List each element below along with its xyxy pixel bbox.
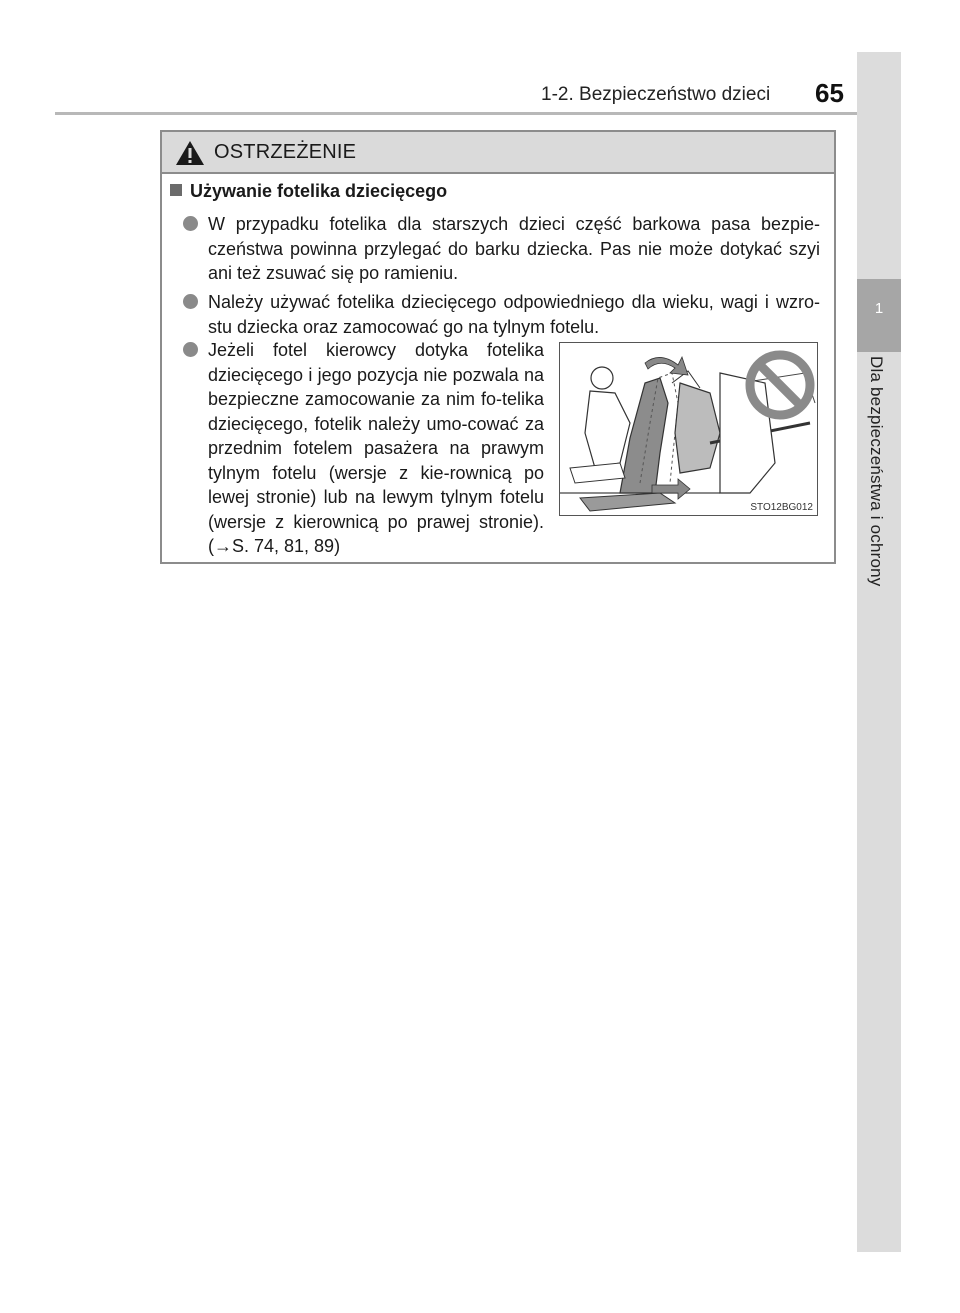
bullet-text: W przypadku fotelika dla starszych dzieci część barkowa pasa bezpie-czeństwa powinna przylegać do barku dziecka. Pas nie może dotykać szyi ani też zsuwać się po ramieniu. <box>208 214 820 283</box>
section-title-text: Używanie fotelika dziecięcego <box>190 181 448 201</box>
warning-header <box>162 132 834 174</box>
warning-triangle-icon <box>175 140 205 166</box>
section-title <box>170 181 447 202</box>
bullet-item <box>208 212 820 286</box>
bullet-text: Należy używać fotelika dziecięcego odpowiedniego dla wieku, wagi i wzro-stu dziecka oraz zamocować go na tylnym fotelu. <box>208 292 820 337</box>
figure-code: STO12BG012 <box>750 502 813 513</box>
header-section-title: 1-2. Bezpieczeństwo dzieci <box>541 84 771 105</box>
bullet-item <box>208 338 544 559</box>
chapter-label: Dla bezpieczeństwa i ochrony <box>867 356 886 587</box>
header-rule <box>55 112 899 115</box>
page-number: 65 <box>815 78 844 108</box>
warning-box <box>160 130 836 564</box>
bullet-dot-icon <box>183 294 198 309</box>
child-seat-illustration <box>559 342 818 516</box>
seat-conflict-drawing <box>560 343 817 515</box>
warning-title: OSTRZEŻENIE <box>214 141 357 163</box>
chapter-tab-number: 1 <box>874 300 884 317</box>
bullet-dot-icon <box>183 342 198 357</box>
bullet-item <box>208 290 820 339</box>
square-bullet-icon <box>170 184 182 196</box>
side-band <box>857 52 901 1252</box>
bullet-text: Jeżeli fotel kierowcy dotyka fotelika dziecięcego i jego pozycja nie pozwala na bezpieczne zamocowanie za nim fo-telika dziecięcego, fotelik należy umo-cować za przednim fotelem pasażera na prawym tylnym fotelu (wersje z kie-rownicą po lewej stronie) lub na lewym tylnym fotelu (wersje z kierownicą po prawej stronie). (→S. 74, 81, 89) <box>208 340 544 556</box>
bullet-dot-icon <box>183 216 198 231</box>
